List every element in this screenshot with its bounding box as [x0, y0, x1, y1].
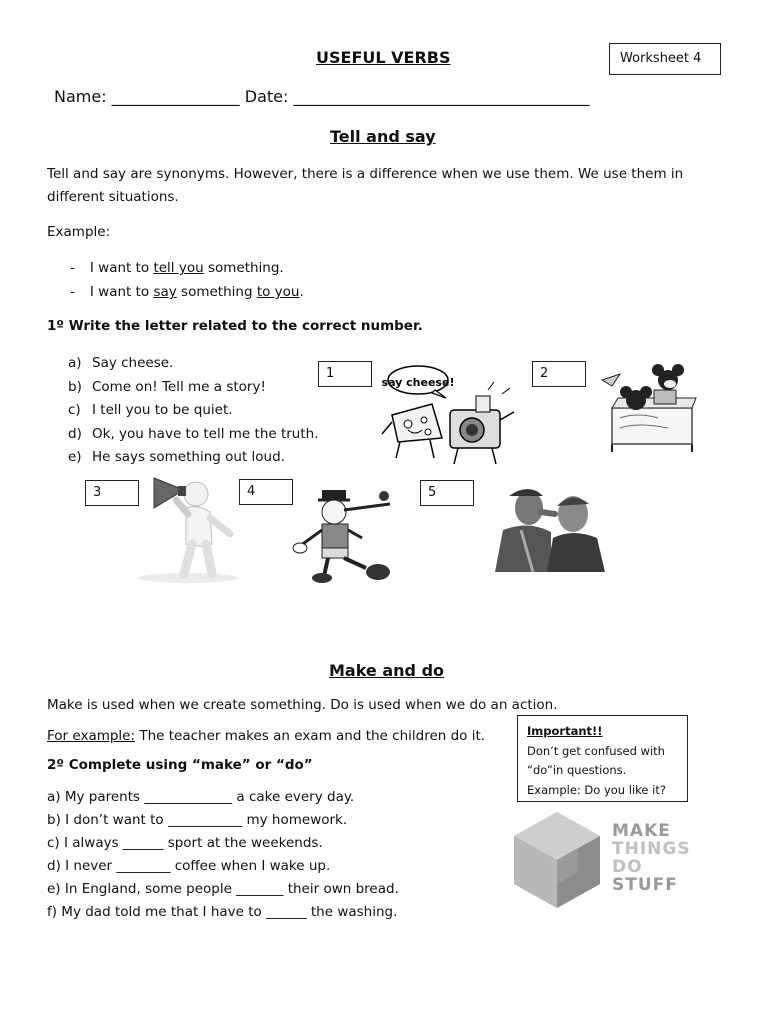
logo-line: STUFF	[612, 875, 678, 895]
section-heading-tell-say: Tell and say	[330, 127, 436, 146]
answer-box-3[interactable]: 3	[85, 480, 139, 506]
important-line: “do”in questions.	[527, 763, 627, 777]
example-text: something	[176, 284, 257, 300]
example-text: I want to	[89, 284, 154, 300]
whispering-men-image	[481, 484, 606, 572]
important-line: Example: Do you like it?	[527, 782, 666, 797]
logo-line: DO	[612, 857, 643, 877]
item-letter: d)	[68, 425, 82, 442]
logo-line: THINGS	[612, 839, 691, 859]
item-letter: c)	[68, 402, 81, 418]
item-text: He says something out loud.	[92, 449, 285, 465]
exercise-1-title: 1º Write the letter related to the correct number.	[47, 318, 423, 334]
answer-box-5[interactable]: 5	[420, 480, 474, 506]
make-things-do-stuff-logo	[508, 808, 708, 908]
item-letter: b)	[68, 378, 82, 395]
cheese-bubble-text: say cheese!	[381, 376, 455, 389]
important-line: Don’t get confused with	[527, 743, 665, 758]
important-note-box	[517, 715, 688, 802]
list-item	[68, 425, 319, 449]
dash: -	[70, 260, 75, 276]
name-date-line: Name: ________________ Date: _____________________________________	[54, 87, 590, 106]
item-letter: e)	[68, 449, 82, 465]
cheese-camera-image	[380, 360, 520, 468]
page-title: USEFUL VERBS	[316, 48, 451, 67]
list-item	[68, 354, 319, 378]
underlined-phrase: tell you	[153, 260, 204, 276]
list-item: f) My dad told me that I have to ______ the washing.	[47, 904, 398, 920]
logo-text	[612, 822, 691, 894]
answer-box-2[interactable]: 2	[532, 361, 586, 387]
list-item: e) In England, some people _______ their own bread.	[47, 881, 399, 897]
list-item: a) My parents _____________ a cake every day.	[47, 789, 355, 805]
example-text: The teacher makes an exam and the children do it.	[135, 728, 486, 744]
item-letter: a)	[68, 355, 82, 371]
intro-line: Tell and say are synonyms. However, there is a difference when we use them. We use them in	[47, 166, 684, 182]
intro-line: different situations.	[47, 189, 179, 205]
item-text: Come on! Tell me a story!	[92, 378, 266, 395]
list-item: d) I never ________ coffee when I wake up.	[47, 858, 331, 874]
underlined-phrase: to you	[256, 284, 300, 300]
intro-paragraph	[47, 165, 737, 206]
underlined-phrase: say	[153, 284, 177, 300]
example-text: I want to	[89, 260, 154, 276]
item-text: Ok, you have to tell me the truth.	[92, 425, 319, 442]
example-text: something.	[203, 260, 284, 276]
make-do-intro: Make is used when we create something. Do is used when we do an action.	[47, 697, 558, 713]
list-item	[68, 378, 319, 402]
bedtime-story-image	[598, 360, 702, 455]
answer-box-1[interactable]: 1	[318, 361, 372, 387]
list-item	[68, 448, 319, 472]
section-heading-make-do: Make and do	[329, 661, 445, 680]
worksheet-label: Worksheet 4	[609, 43, 721, 75]
list-item: b) I don’t want to ___________ my homework.	[47, 812, 348, 828]
example-label: For example:	[47, 728, 136, 744]
answer-box-4[interactable]: 4	[239, 479, 293, 505]
item-text: I tell you to be quiet.	[92, 402, 233, 418]
dash: -	[70, 284, 75, 300]
exercise-1-list	[68, 354, 319, 472]
example-label: Example:	[47, 224, 111, 240]
list-item: c) I always ______ sport at the weekends.	[47, 835, 323, 851]
example-item	[70, 283, 304, 301]
make-do-example	[47, 727, 485, 745]
example-item	[70, 259, 284, 277]
exercise-2-title: 2º Complete using “make” or “do”	[47, 757, 313, 773]
megaphone-person-image	[128, 474, 248, 584]
item-text: Say cheese.	[92, 355, 174, 371]
pinocchio-image	[292, 486, 404, 584]
exercise-2-list	[47, 788, 399, 926]
list-item	[68, 401, 319, 425]
logo-line: MAKE	[612, 821, 671, 841]
example-text: .	[299, 284, 304, 300]
important-title: Important!!	[527, 724, 603, 738]
